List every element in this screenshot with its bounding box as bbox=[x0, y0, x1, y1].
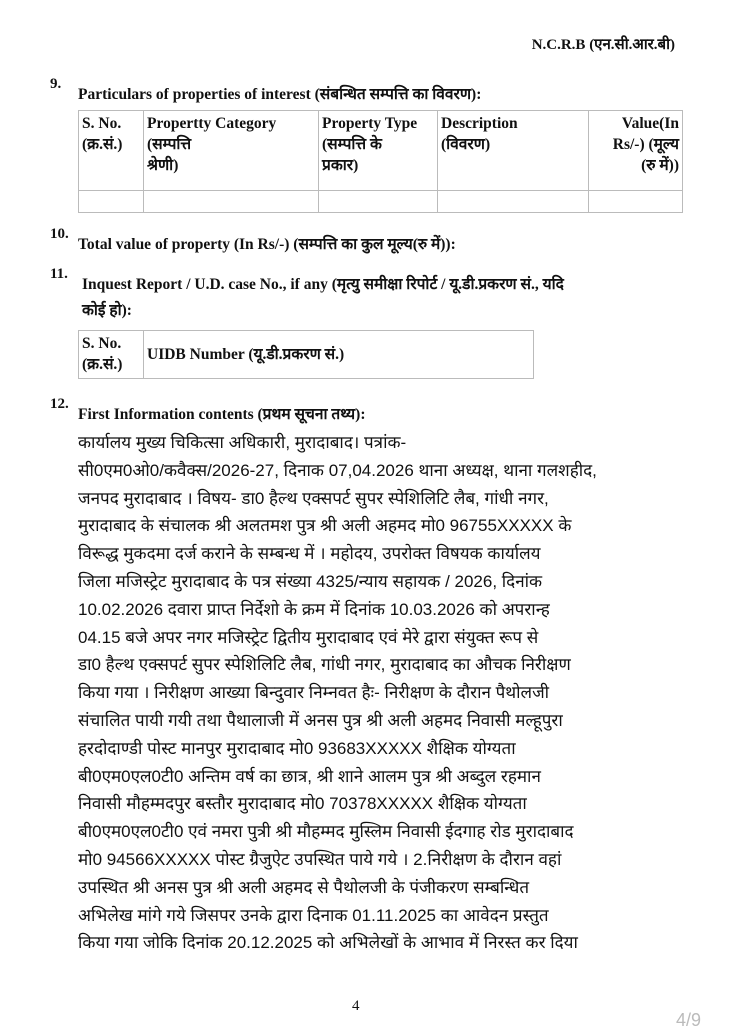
section-11-title: Inquest Report / U.D. case No., if any (मृत्यु समीक्षा रिपोर्ट / यू.डी.प्रकरण सं., यदि bbox=[82, 276, 564, 293]
col-category: Propertty Category (सम्पत्ति श्रेणी) bbox=[144, 111, 319, 191]
section-11-title-cont: कोई हो): bbox=[82, 302, 132, 319]
section-10-title: Total value of property (In Rs/-) (सम्पत्ति का कुल मूल्य(रु में)): bbox=[78, 236, 456, 253]
col-uidb: UIDB Number (यू.डी.प्रकरण सं.) bbox=[144, 331, 534, 379]
page-indicator: 4/9 bbox=[676, 1010, 702, 1030]
table-header-row bbox=[79, 331, 534, 379]
inquest-table bbox=[78, 330, 534, 379]
section-9-number: 9. bbox=[50, 76, 62, 92]
table-header-row bbox=[79, 111, 683, 191]
col-type: Property Type (सम्पत्ति के प्रकार) bbox=[319, 111, 438, 191]
table-row bbox=[79, 191, 683, 213]
section-11-number: 11. bbox=[50, 266, 68, 282]
section-9-title: Particulars of properties of interest (संबन्धित सम्पत्ति का विवरण): bbox=[78, 86, 482, 103]
col-value: Value(In Rs/-) (मूल्य (रु में)) bbox=[589, 111, 683, 191]
header-ncrb: N.C.R.B (एन.सी.आर.बी) bbox=[531, 37, 675, 53]
first-information-text: कार्यालय मुख्य चिकित्सा अधिकारी, मुरादाबाद। पत्रांक- सी0एम0ओ0/कवैक्स/2026-27, दिनाक 07,04.2026 थाना अध्यक्ष, थाना गलशहीद, जनपद मुरादाबाद । विषय- डा0 हैल्थ एक्सपर्ट सुपर स्पेशिलिटि लैब, गांधी नगर, मुरादाबाद के संचालक श्री अलतमश पुत्र श्री अली अहमद मो0 96755XXXXX के विरूद्ध मुकदमा दर्ज कराने के सम्बन्ध में । महोदय, उपरोक्त विषयक कार्यालय जिला मजिस्ट्रेट मुरादाबाद के पत्र संख्या 4325/न्याय सहायक / 2026, दिनांक 10.02.2026 दवारा प्राप्त निर्देशो के क्रम में दिनांक 10.03.2026 को अपरान्ह 04.15 बजे अपर नगर मजिस्ट्रेट द्वितीय मुरादाबाद एवं मेरे द्वारा संयुक्त रूप से डा0 हैल्थ एक्सपर्ट सुपर स्पेशिलिटि लैब, गांधी नगर, मुरादाबाद का औचक निरीक्षण किया गया । निरीक्षण आख्या बिन्दुवार निम्नवत हैः- निरीक्षण के दौरान पैथोलजी संचालित पायी गयी तथा पैथालाजी में अनस पुत्र श्री अली अहमद निवासी मल्हूपुरा हरदोदाण्डी पोस्ट मानपुर मुरादाबाद मो0 93683XXXXX शैक्षिक योग्यता बी0एम0एल0टी0 अन्तिम वर्ष का छात्र, श्री शाने आलम पुत्र श्री अब्दुल रहमान निवासी मौहम्मदपुर बस्तौर मुरादाबाद मो0 70378XXXXX शैक्षिक योग्यता बी0एम0एल0टी0 एवं नमरा पुत्री श्री मौहम्मद मुस्लिम निवासी ईदगाह रोड मुरादाबाद मो0 94566XXXXX पोस्ट ग्रैजुऐट उपस्थित पाये गये । 2.निरीक्षण के दौरान वहां उपस्थित श्री अनस पुत्र श्री अली अहमद से पैथोलजी के पंजीकरण सम्बन्धित अभिलेख मांगे गये जिसपर उनके द्वारा दिनाक 01.11.2025 का आवेदन प्रस्तुत किया गया जोकि दिनांक 20.12.2025 को अभिलेखों के आभाव में निरस्त कर दिया bbox=[78, 433, 597, 953]
properties-table bbox=[78, 110, 683, 213]
section-12-number: 12. bbox=[50, 396, 69, 412]
col-sno: S. No. (क्र.सं.) bbox=[79, 111, 144, 191]
col-description: Description (विवरण) bbox=[438, 111, 589, 191]
col-sno: S. No. (क्र.सं.) bbox=[79, 331, 144, 379]
page-number: 4 bbox=[352, 998, 360, 1014]
section-10-number: 10. bbox=[50, 226, 69, 242]
section-12-title: First Information contents (प्रथम सूचना तथ्य): bbox=[78, 406, 366, 423]
